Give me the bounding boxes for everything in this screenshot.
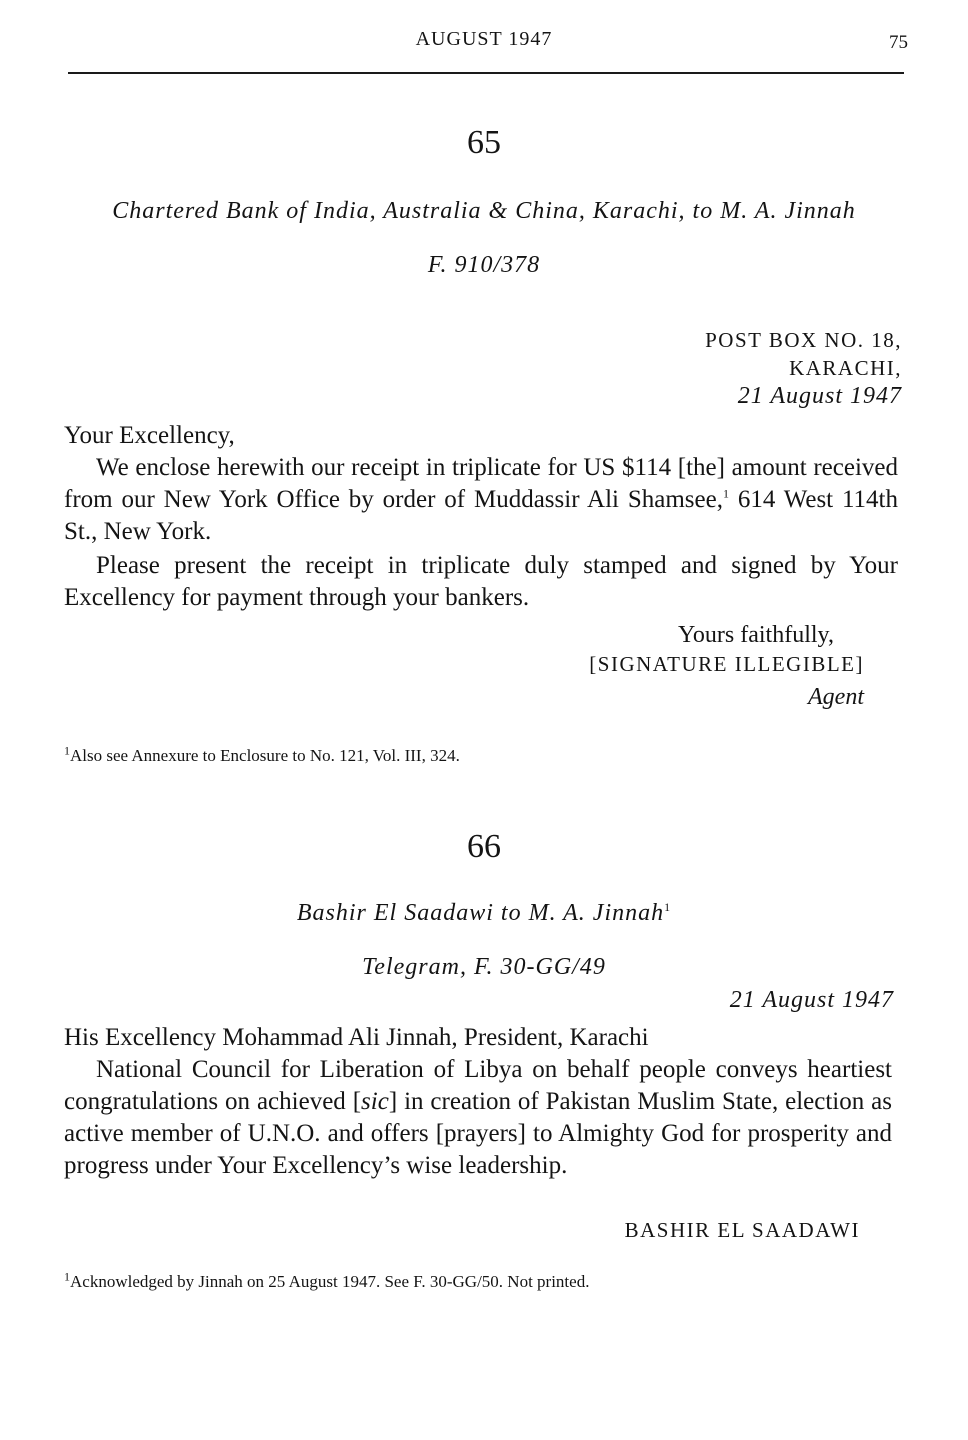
file-reference-65: F. 910/378 bbox=[427, 252, 541, 278]
designation: Agent bbox=[808, 684, 864, 710]
telegram-text: National Council for Liberation of Libya on behalf people conveys heartiest congratulations on achieved [ bbox=[64, 1056, 892, 1115]
header-rule bbox=[68, 72, 904, 74]
paragraph-1-address: 614 West 114th St., New York. bbox=[64, 486, 899, 545]
addressee: His Excellency Mohammad Ali Jinnah, President, Karachi bbox=[64, 1024, 649, 1051]
letter-paragraph-2: Please present the receipt in triplicate duly stamped and signed by Your Excellency for payment through your bankers. bbox=[64, 552, 898, 611]
footnote-66 bbox=[64, 1269, 590, 1292]
title-text: Bashir El Saadawi to M. A. Jinnah bbox=[296, 900, 665, 926]
sender-signature: BASHIR EL SAADAWI bbox=[624, 1218, 860, 1242]
page-number: 75 bbox=[889, 32, 908, 53]
letter-paragraph-1 bbox=[64, 452, 898, 548]
footnote-text: Also see Annexure to Enclosure to No. 121, Vol. III, 324. bbox=[70, 746, 460, 765]
sic-note: sic bbox=[361, 1088, 389, 1115]
telegram-text-continued: ] in creation of Pakistan Muslim State, election as active member of U.N.O. and offers [prayers] to Almighty God for prosperity and progress under Your Excellency’s wise leadership. bbox=[64, 1088, 892, 1179]
footnote-reference: 1 bbox=[664, 900, 672, 914]
signature-note: [SIGNATURE ILLEGIBLE] bbox=[589, 652, 864, 676]
footnote-text: Acknowledged by Jinnah on 25 August 1947. See F. 30-GG/50. Not printed. bbox=[70, 1272, 590, 1291]
address-line-1: POST BOX NO. 18, bbox=[705, 328, 902, 352]
salutation: Your Excellency, bbox=[64, 422, 235, 449]
telegram-paragraph bbox=[64, 1054, 892, 1182]
footnote-65 bbox=[64, 743, 460, 766]
running-head: AUGUST 1947 bbox=[415, 28, 553, 50]
document-title-66 bbox=[0, 900, 968, 927]
address-line-2: KARACHI, bbox=[789, 356, 902, 380]
footnote-mark: 1 bbox=[64, 1269, 70, 1284]
paragraph-1-text: We enclose herewith our receipt in triplicate for US $114 [the] amount received from our New York Office by order of Muddassir Ali Shamsee, bbox=[64, 454, 898, 513]
complimentary-close: Yours faithfully, bbox=[677, 622, 834, 648]
letter-date-65: 21 August 1947 bbox=[737, 383, 902, 409]
document-number-66: 66 bbox=[467, 828, 501, 865]
footnote-mark: 1 bbox=[64, 743, 70, 758]
document-number-65: 65 bbox=[467, 124, 501, 161]
file-reference-66: Telegram, F. 30-GG/49 bbox=[362, 954, 606, 980]
document-title-65: Chartered Bank of India, Australia & China, Karachi, to M. A. Jinnah bbox=[112, 198, 856, 224]
telegram-date: 21 August 1947 bbox=[729, 987, 894, 1013]
footnote-reference: 1 bbox=[722, 486, 729, 501]
